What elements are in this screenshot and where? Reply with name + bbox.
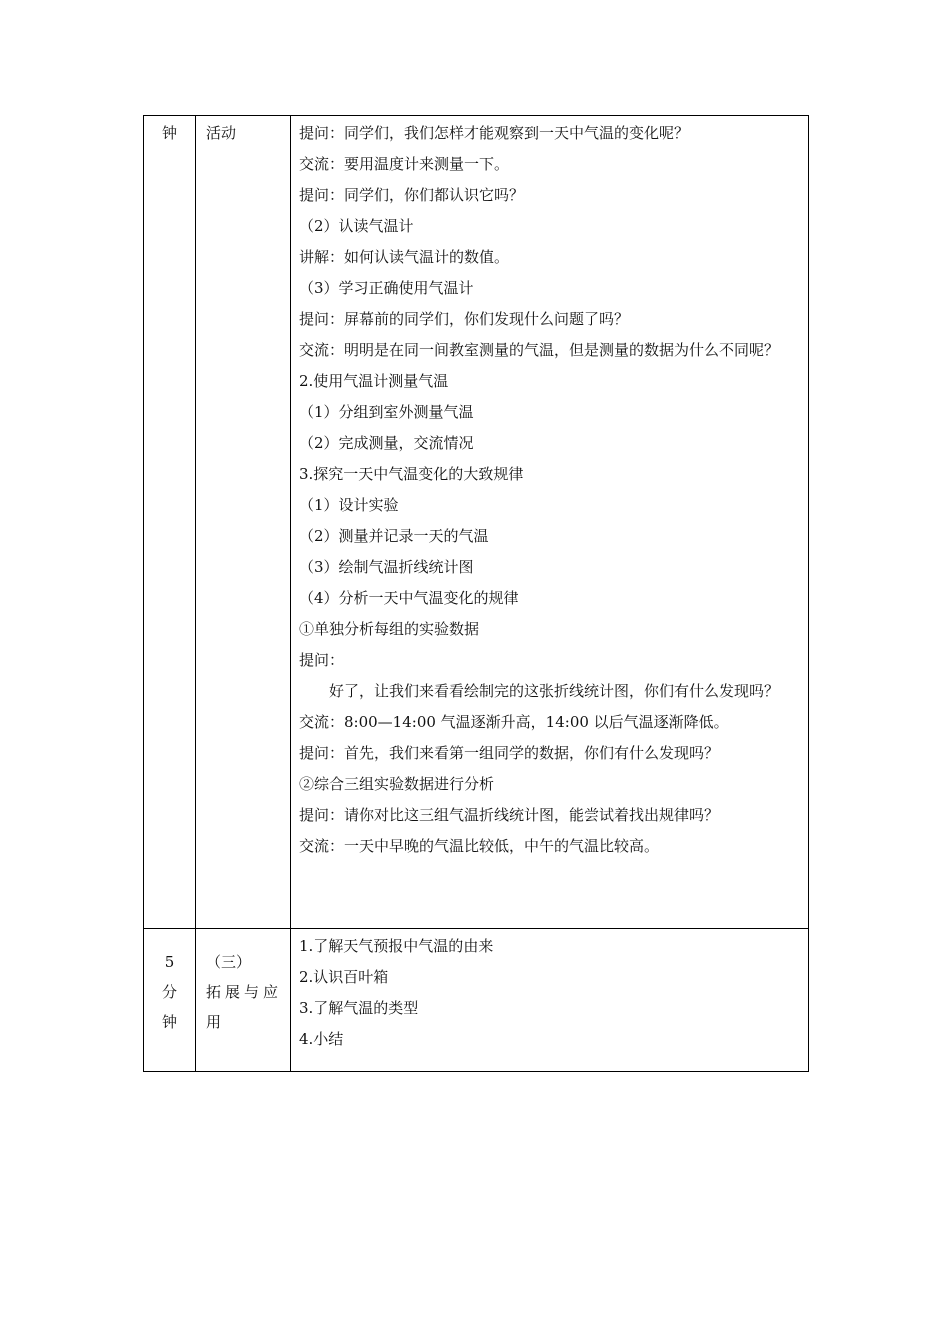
- content-line: （2）认读气温计: [299, 217, 414, 235]
- content-line: 提问：: [299, 651, 345, 669]
- content-line: 讲解：如何认读气温计的数值。: [299, 248, 510, 266]
- content-line: 提问：请你对比这三组气温折线统计图，能尝试着找出规律吗？: [299, 806, 720, 824]
- content-line: ①单独分析每组的实验数据: [299, 620, 480, 638]
- content-line: （1）分组到室外测量气温: [299, 403, 474, 421]
- content-line: 1.了解天气预报中气温的由来: [299, 937, 494, 955]
- content-line: 交流：8:00—14:00 气温逐渐升高，14:00 以后气温逐渐降低。: [299, 713, 729, 731]
- content-line: 提问：首先，我们来看第一组同学的数据，你们有什么发现吗？: [299, 744, 720, 762]
- content-line: 2.使用气温计测量气温: [299, 372, 449, 390]
- time-cell: [144, 929, 196, 1072]
- content-line: ②综合三组实验数据进行分析: [299, 775, 495, 793]
- content-line: 2.认识百叶箱: [299, 968, 389, 986]
- activity-text: 活动: [206, 124, 237, 142]
- activity-text: （三）: [206, 953, 252, 971]
- content-line: （3）学习正确使用气温计: [299, 279, 474, 297]
- content-line: 交流：明明是在同一间教室测量的气温，但是测量的数据为什么不同呢？: [299, 341, 780, 359]
- content-line: 交流：一天中早晚的气温比较低，中午的气温比较高。: [299, 837, 660, 855]
- content-line: 3.了解气温的类型: [299, 999, 419, 1017]
- content-line: 4.小结: [299, 1030, 344, 1048]
- content-line: 交流：要用温度计来测量一下。: [299, 155, 510, 173]
- time-text: 5: [164, 953, 175, 971]
- activity-cell: [196, 929, 291, 1072]
- content-line: （2）测量并记录一天的气温: [299, 527, 489, 545]
- content-line: 提问：同学们，我们怎样才能观察到一天中气温的变化呢？: [299, 124, 690, 142]
- content-line: 好了，让我们来看看绘制完的这张折线统计图，你们有什么发现吗？: [329, 682, 780, 700]
- time-text: 钟: [161, 1013, 177, 1031]
- time-text: 分: [161, 983, 177, 1001]
- table-row: [144, 929, 809, 1072]
- content-line: （2）完成测量，交流情况: [299, 434, 474, 452]
- content-line: （4）分析一天中气温变化的规律: [299, 589, 519, 607]
- activity-text: 用: [206, 1013, 222, 1031]
- time-cell: [144, 116, 196, 929]
- table-row: [144, 116, 809, 929]
- content-line: 提问：同学们，你们都认识它吗？: [299, 186, 525, 204]
- content-line: （3）绘制气温折线统计图: [299, 558, 474, 576]
- activity-text: 拓展与应: [206, 983, 283, 1001]
- content-line: 3.探究一天中气温变化的大致规律: [299, 465, 524, 483]
- lesson-plan-table: [143, 115, 809, 1072]
- content-cell: [291, 929, 809, 1072]
- time-text: 钟: [161, 124, 177, 142]
- content-line: 提问：屏幕前的同学们，你们发现什么问题了吗？: [299, 310, 630, 328]
- content-line: （1）设计实验: [299, 496, 399, 514]
- activity-cell: [196, 116, 291, 929]
- content-cell: [291, 116, 809, 929]
